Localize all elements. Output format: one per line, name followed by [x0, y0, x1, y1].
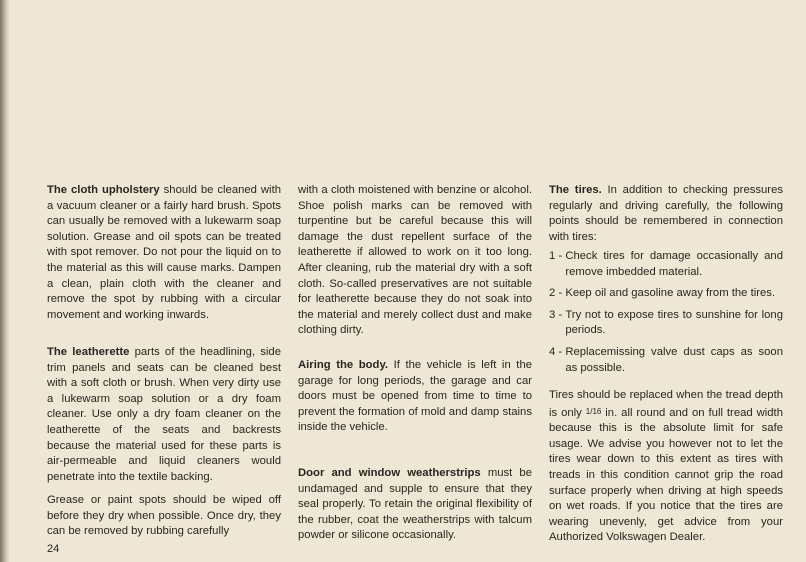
list-item-text: Try not to expose tires to sunshine for long periods. — [565, 308, 783, 337]
tread-depth-fraction: 1/16 — [585, 406, 602, 416]
list-item-number: 3 - — [549, 308, 566, 321]
page-binding-edge — [0, 0, 9, 562]
cloth-upholstery-paragraph — [47, 183, 281, 323]
tire-replacement-text-a: Tires should be replaced when the tread depth is only — [549, 389, 783, 419]
cloth-upholstery-heading: The cloth upholstery — [47, 184, 160, 196]
list-item-number: 2 - — [549, 287, 566, 300]
tire-replacement-paragraph — [549, 388, 783, 546]
tire-tips-list — [549, 249, 783, 382]
airing-body-paragraph — [298, 358, 532, 436]
list-item — [549, 345, 783, 376]
list-item-text: Keep oil and gasoline away from the tires. — [565, 287, 776, 300]
airing-body-heading: Airing the body. — [298, 359, 389, 371]
cloth-upholstery-text: should be cleaned with a vacuum cleaner or a fairly hard brush. Spots can usually be removed with a lukewarm soap solution. Grease and oil spots can be treated with spot remover. Do not pour the liquid on to the material as this will cause marks. Dampen a clean, plain cloth with the cleaner and remove the spot by rubbing with a circular movement and working inwards. — [47, 184, 281, 321]
list-item-text: Check tires for damage occasionally and remove imbedded material. — [565, 250, 783, 278]
tires-paragraph — [549, 183, 783, 245]
weatherstrips-heading: Door and window weatherstrips — [298, 467, 481, 479]
weatherstrips-text: must be undamaged and supple to ensure that they seal properly. To retain the original flexibility of the rubber, coat the weatherstrips with talcum powder or silicone occasionally. — [298, 467, 533, 542]
list-item-number: 1 - — [549, 250, 566, 262]
leatherette-continued-paragraph: with a cloth moistened with benzine or alcohol. Shoe polish marks can be removed with turpentine but be careful because this will damage the dust repellent surface of the leatherette if allowed to work on it too long. After cleaning, rub the material dry with a soft cloth. So-called preservatives are not suitable for leatherette because they do not soak into the material and merely collect dust and make clothing dirty. — [298, 184, 532, 337]
leatherette-paragraph — [47, 345, 281, 485]
list-item — [549, 249, 783, 280]
tire-replacement-text-b: in. all round and on full tread width because this is the absolute limit for safe usage. We advise you however not to let the tires wear down to this extent as tires with treads in this condition cannot grip the road surface properly when driving at high speeds on wet roads. If you notice that the tires are wearing unevenly, get advice from your Authorized Volkswagen Dealer. — [549, 406, 783, 544]
list-item — [549, 308, 783, 339]
tires-heading: The tires. — [549, 184, 602, 196]
tires-text: In addition to checking pressures regularly and driving carefully, the following points should be remembered in connection with tires: — [549, 184, 783, 243]
list-item — [549, 286, 783, 302]
list-item-number: 4 - — [549, 345, 566, 358]
page-number: 24 — [47, 543, 60, 555]
list-item-text: Replacemissing valve dust caps as soon as possible. — [565, 345, 783, 374]
leatherette-heading: The leatherette — [47, 346, 130, 358]
weatherstrips-paragraph — [298, 466, 532, 544]
leatherette-text: parts of the headlining, side trim panels and seats can be cleaned best with a soft cloth or brush. When very dirty use a lukewarm soap solution or a dry foam cleaner. Use only a dry foam cleaner on the leatherette of the seats and backrests because the material used for these parts is air-permeable and liquid cleaners would penetrate into the textile backing. — [47, 346, 282, 483]
grease-paint-paragraph: Grease or paint spots should be wiped off before they dry when possible. Once dry, they can be removed by rubbing carefully — [47, 494, 281, 538]
airing-body-text: If the vehicle is left in the garage for long periods, the garage and car doors must be opened from time to time to prevent the formation of mold and damp stains inside the vehicle. — [298, 359, 533, 434]
